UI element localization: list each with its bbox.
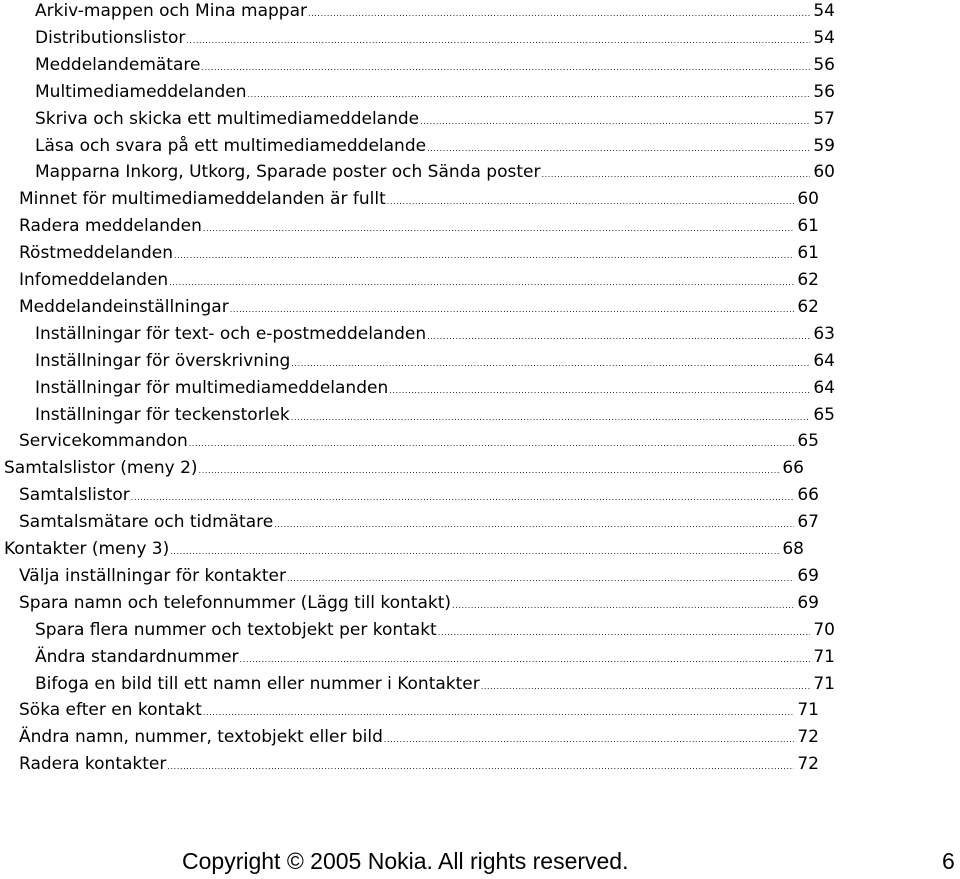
dot-leader (248, 83, 810, 107)
toc-entry-title: Arkiv-mappen och Mina mappar (35, 1, 307, 21)
toc-entry-page: 63 (813, 323, 835, 344)
toc-entry-page: 56 (813, 81, 835, 102)
toc-entry-title: Inställningar för teckenstorlek (35, 404, 290, 425)
dot-leader (541, 163, 810, 187)
toc-entry-page: 59 (813, 135, 835, 156)
toc-entry[interactable] (0, 510, 819, 534)
toc-entry-title: Infomeddelanden (19, 270, 169, 290)
dot-leader (291, 406, 810, 430)
toc-entry-page: 65 (797, 431, 819, 452)
toc-entry-title: Ändra standardnummer (35, 646, 239, 667)
dot-leader (230, 298, 794, 322)
toc-entry-page: 71 (813, 673, 835, 694)
toc-entry[interactable] (0, 26, 835, 50)
toc-entry-title: Samtalslistor (meny 2) (4, 458, 198, 479)
toc-entry-page: 72 (797, 754, 819, 775)
toc-entry-title: Inställningar för text- och e-postmeddelanden (35, 323, 427, 344)
toc-entry-title: Radera kontakter (19, 754, 167, 775)
toc-entry[interactable] (0, 645, 835, 669)
toc-entry-page: 69 (797, 592, 819, 613)
toc-entry-title: Mapparna Inkorg, Utkorg, Sparade poster och Sända poster (35, 162, 541, 183)
toc-entry[interactable] (0, 564, 819, 588)
toc-entry-page: 60 (813, 162, 835, 183)
toc-entry-page: 70 (813, 619, 835, 640)
toc-entry[interactable] (0, 107, 835, 131)
toc-entry[interactable] (0, 403, 835, 427)
toc-entry-page: 54 (813, 27, 835, 48)
toc-entry-page: 62 (797, 270, 819, 290)
toc-entry-page: 65 (813, 404, 835, 425)
toc-entry-title: Distributionslistor (35, 27, 186, 48)
toc-entry-title: Ändra namn, nummer, textobjekt eller bild (19, 727, 383, 748)
toc-entry-page: 67 (797, 512, 819, 533)
toc-entry-title: Meddelandeinställningar (19, 296, 229, 317)
dot-leader (427, 325, 810, 349)
toc-entry-title: Minnet för multimediameddelanden är fullt (19, 189, 386, 210)
toc-entry[interactable] (0, 618, 835, 642)
dot-leader (199, 459, 779, 483)
copyright-notice: Copyright © 2005 Nokia. All rights reserved. (182, 848, 629, 874)
toc-entry-title: Meddelandemätare (35, 54, 201, 75)
dot-leader (174, 244, 794, 268)
toc-entry[interactable] (0, 53, 835, 77)
toc-entry-page: 66 (782, 458, 804, 479)
toc-entry-title: Bifoga en bild till ett namn eller nummer i Kontakter (35, 673, 480, 694)
toc-entry-title: Radera meddelanden (19, 216, 202, 237)
dot-leader (420, 110, 810, 134)
dot-leader (438, 621, 810, 645)
dot-leader (201, 56, 810, 80)
toc-entry-page: 64 (813, 377, 835, 398)
toc-entry-page: 69 (797, 565, 819, 586)
toc-entry[interactable] (0, 241, 819, 265)
dot-leader (203, 701, 794, 725)
toc-entry-title: Kontakter (meny 3) (4, 539, 170, 559)
toc-entry[interactable] (0, 698, 819, 722)
toc-entry[interactable] (0, 322, 835, 346)
dot-leader (389, 379, 810, 403)
dot-leader (167, 755, 794, 779)
toc-entry-title: Inställningar för multimediameddelanden (35, 377, 389, 398)
dot-leader (427, 137, 810, 161)
dot-leader (384, 728, 794, 752)
toc-entry[interactable] (0, 160, 835, 184)
toc-entry-title: Samtalsmätare och tidmätare (19, 512, 274, 533)
dot-leader (452, 594, 794, 618)
toc-entry-title: Spara namn och telefonnummer (Lägg till kontakt) (19, 592, 452, 613)
page-number: 6 (942, 848, 955, 874)
toc-entry[interactable] (0, 0, 835, 23)
toc-entry[interactable] (0, 134, 835, 158)
toc-entry[interactable] (0, 214, 819, 238)
toc-entry[interactable] (0, 672, 835, 696)
dot-leader (481, 675, 810, 699)
toc-entry-title: Söka efter en kontakt (19, 700, 202, 721)
dot-leader (186, 29, 810, 53)
toc-entry-page: 68 (782, 539, 804, 559)
page-footer (0, 846, 960, 879)
dot-leader (240, 648, 810, 672)
toc-entry-page: 54 (813, 1, 835, 21)
dot-leader (170, 540, 779, 564)
dot-leader (189, 432, 794, 456)
toc-entry-page: 60 (797, 189, 819, 210)
dot-leader (203, 217, 794, 241)
toc-entry-title: Samtalslistor (19, 485, 130, 506)
toc-entry-page: 71 (813, 646, 835, 667)
toc-entry-title: Inställningar för överskrivning (35, 350, 291, 371)
toc-entry-page: 56 (813, 54, 835, 75)
toc-entry-title: Röstmeddelanden (19, 243, 173, 264)
dot-leader (131, 486, 794, 510)
toc-entry[interactable] (0, 591, 819, 615)
toc-entry[interactable] (0, 725, 819, 749)
dot-leader (169, 271, 794, 295)
toc-entry[interactable] (0, 456, 804, 480)
toc-entry-page: 72 (797, 727, 819, 748)
toc-entry[interactable] (0, 295, 819, 319)
dot-leader (274, 513, 794, 537)
toc-entry[interactable] (0, 429, 819, 453)
toc-entry[interactable] (0, 376, 835, 400)
toc-entry[interactable] (0, 349, 835, 373)
toc-entry-title: Multimediameddelanden (35, 81, 247, 102)
toc-entry-title: Välja inställningar för kontakter (19, 565, 286, 586)
toc-entry[interactable] (0, 80, 835, 104)
toc-entry[interactable] (0, 187, 819, 211)
dot-leader (308, 2, 810, 26)
dot-leader (287, 567, 794, 591)
toc-entry-title: Spara flera nummer och textobjekt per kontakt (35, 619, 437, 640)
toc-entry-page: 71 (797, 700, 819, 721)
toc-entry[interactable] (0, 268, 819, 292)
toc-entry[interactable] (0, 483, 819, 507)
toc-entry[interactable] (0, 537, 804, 561)
toc-entry-page: 61 (797, 243, 819, 264)
dot-leader (387, 190, 794, 214)
toc-entry-title: Skriva och skicka ett multimediameddelande (35, 108, 420, 129)
toc-entry-title: Servicekommandon (19, 431, 188, 452)
toc-entry-title: Läsa och svara på ett multimediameddelande (35, 135, 427, 156)
toc-entry[interactable] (0, 752, 819, 776)
toc-entry-page: 66 (797, 485, 819, 506)
dot-leader (291, 352, 810, 376)
toc-entry-page: 57 (813, 108, 835, 129)
toc-entry-page: 64 (813, 350, 835, 371)
toc-entry-page: 61 (797, 216, 819, 237)
toc-entry-page: 62 (797, 296, 819, 317)
